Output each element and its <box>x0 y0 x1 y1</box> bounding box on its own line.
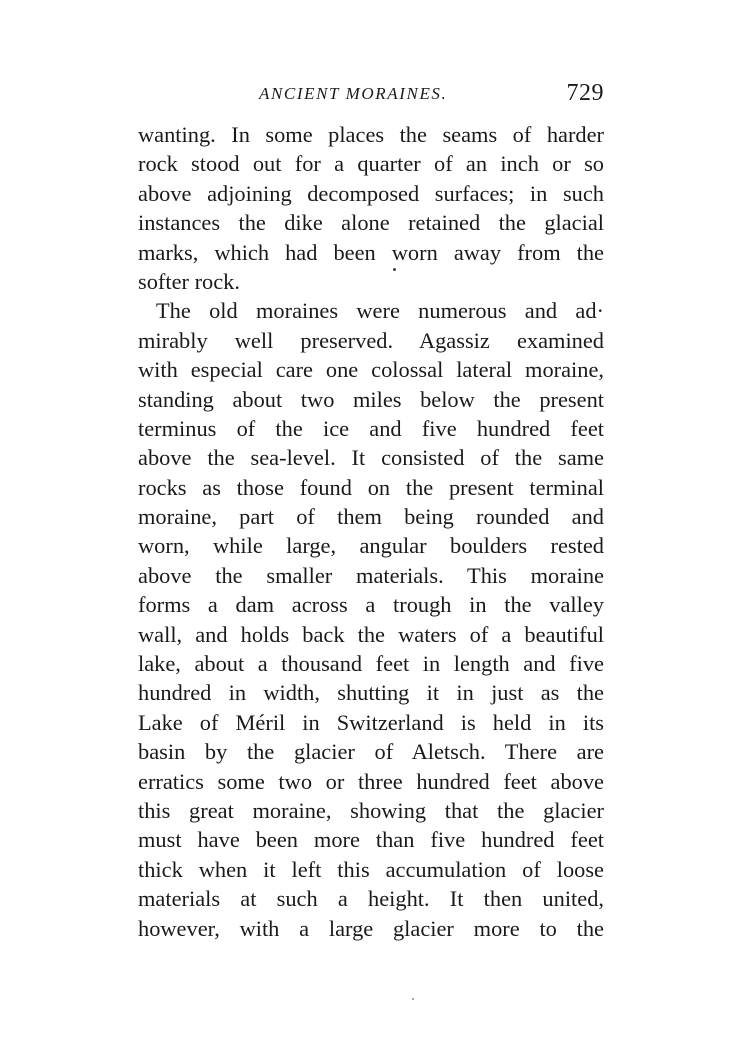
print-speck <box>412 998 414 1000</box>
text-line: erratics some two or three hundred feet above <box>138 768 604 794</box>
text-line: wanting. In some places the seams of harder <box>138 122 604 147</box>
body-text <box>138 120 604 943</box>
text-line: terminus of the ice and five hundred feet <box>138 415 604 441</box>
text-line: lake, about a thousand feet in length and five <box>138 651 604 677</box>
text-line: with especial care one colossal lateral moraine, <box>138 357 604 383</box>
text-line: materials at such a height. It then united, <box>138 886 604 912</box>
text-line: this great moraine, showing that the glacier <box>138 797 604 823</box>
text-line: thick when it left this accumulation of loose <box>138 856 604 882</box>
print-speck <box>393 268 396 271</box>
text-line: standing about two miles below the present <box>138 386 604 412</box>
text-line: mirably well preserved. Agassiz examined <box>138 327 604 353</box>
text-line: moraine, part of them being rounded and <box>138 504 604 530</box>
text-line: hundred in width, shutting it in just as the <box>138 680 604 706</box>
page-number: 729 <box>566 80 604 106</box>
text-line: forms a dam across a trough in the valley <box>138 592 604 618</box>
text-line: must have been more than five hundred feet <box>138 827 604 853</box>
text-line: above the sea-level. It consisted of the same <box>138 445 604 471</box>
text-line: above adjoining decomposed surfaces; in such <box>138 180 604 206</box>
text-line: basin by the glacier of Aletsch. There are <box>138 739 604 765</box>
text-line: above the smaller materials. This moraine <box>138 562 604 588</box>
text-line: wall, and holds back the waters of a beautiful <box>138 621 604 647</box>
text-line: instances the dike alone retained the glacial <box>138 210 604 236</box>
text-line: Lake of Méril in Switzerland is held in its <box>138 709 604 735</box>
text-line: softer rock. <box>138 268 240 294</box>
text-line: however, with a large glacier more to the <box>138 915 604 941</box>
text-line: rocks as those found on the present terminal <box>138 474 604 500</box>
running-head <box>138 80 604 110</box>
running-title: ANCIENT MORAINES. <box>259 84 448 103</box>
text-line: worn, while large, angular boulders rested <box>138 533 604 559</box>
paragraph-first-line: The old moraines were numerous and ad· <box>156 298 604 324</box>
text-line: marks, which had been worn away from the <box>138 239 604 265</box>
text-line: rock stood out for a quarter of an inch or so <box>138 151 604 177</box>
